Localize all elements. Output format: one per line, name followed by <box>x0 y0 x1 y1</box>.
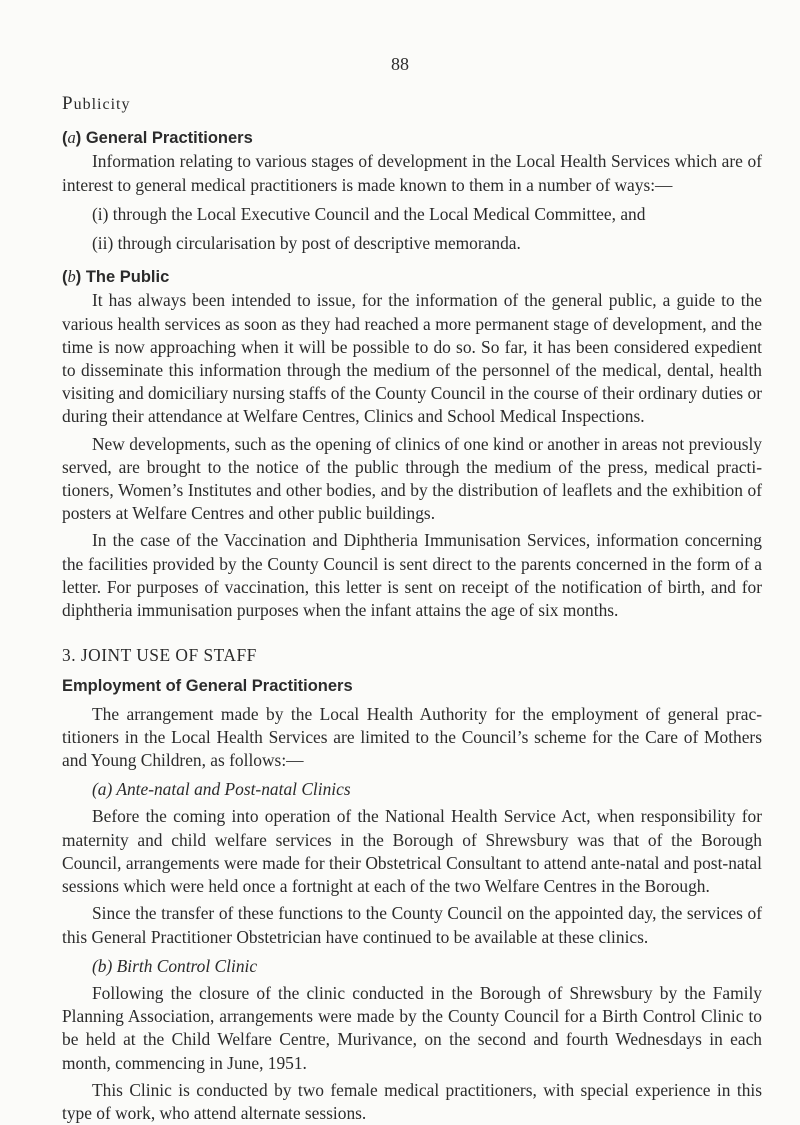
subsection-letter: b <box>97 955 107 976</box>
paragraph: Since the transfer of these functions to the County Council on the appointed day, the services of this General Practitioner Obstetrician have continued to be available at these clinics. <box>62 903 762 947</box>
page-content <box>62 92 762 1125</box>
subsection-heading-birth-control: (b) Birth Control Clinic <box>92 955 258 976</box>
subsection-heading-the-public: (b) The Public <box>62 267 170 287</box>
list-item: (ii) through circularisation by post of descriptive memoranda. <box>92 233 521 254</box>
subsection-letter: a <box>97 779 107 800</box>
paragraph: This Clinic is conducted by two female medical practitioners, with special experience in this type of work, who attend alternate sessions. <box>62 1079 762 1123</box>
subsection-letter: b <box>67 267 76 287</box>
list-item: (i) through the Local Executive Council and the Local Medical Committee, and <box>92 203 646 224</box>
section-heading-employment: Employment of General Practitioners <box>62 677 353 696</box>
paragraph: The arrangement made by the Local Health Authority for the employment of general prac-titioners in the Local Health Services are limited to the Council’s scheme for the Care of Mothers and Young Children, as follows:— <box>62 703 762 771</box>
paragraph: Before the coming into operation of the National Health Service Act, when responsibility for maternity and child welfare services in the Borough of Shrewsbury was that of the Borough Council, arrangements were made for their Obstetrical Consultant to attend ante-natal and post-natal sessions which were held once a fortnight at each of the two Welfare Centres in the Borough. <box>62 806 762 897</box>
paragraph: It has always been intended to issue, for the information of the general public, a guide to the various health services as soon as they had reached a more permanent stage of development, and the time is now approaching when it will be possible to do so. So far, it has been considered expedient to disseminate this information through the medium of the personnel of the medical, dental, health visiting and domiciliary nursing staffs of the County Council in the course of their ordinary duties or during their attendance at Welfare Centres, Clinics and School Medical Inspections. <box>62 290 763 427</box>
paragraph: New developments, such as the opening of clinics of one kind or another in areas not previously served, are brought to the notice of the public through the medium of the press, medical practi-tioners, Women’s Institutes and other bodies, and by the distribution of leaflets and the exhibition of posters at Welfare Centres and other public buildings. <box>62 433 762 524</box>
subsection-title: The Public <box>85 268 170 287</box>
subsection-heading-ante-natal: (a) Ante-natal and Post-natal Clinics <box>92 779 351 800</box>
subsection-letter: a <box>67 128 76 148</box>
page-number: 88 <box>391 54 409 74</box>
paragraph: In the case of the Vaccination and Diphtheria Immunisation Services, information concerning the facilities provided by the County Council is sent direct to the parents concerned in the form of a letter. For purposes of vaccination, this letter is sent on receipt of the notification of birth, and for diphtheria immunisation purposes when the infant attains the age of six months. <box>62 530 762 621</box>
section-title-joint-use-of-staff: 3. JOINT USE OF STAFF <box>62 645 257 666</box>
paragraph: Information relating to various stages of development in the Local Health Services which are of interest to general medical practitioners is made known to them in a number of ways:— <box>62 151 762 195</box>
subsection-title: Ante-natal and Post-natal Clinics <box>116 779 351 800</box>
section-title-publicity: Publicity <box>62 93 131 114</box>
subsection-title: General Practitioners <box>85 129 253 148</box>
subsection-title: Birth Control Clinic <box>116 955 258 976</box>
subsection-heading-general-practitioners: (a) General Practitioners <box>62 128 253 148</box>
paragraph: Following the closure of the clinic conducted in the Borough of Shrewsbury by the Family Planning Association, arrangements were made by the County Council for a Birth Control Clinic to be held at the Child Welfare Centre, Murivance, on the second and fourth Wednesdays in each month, commencing in June, 1951. <box>62 982 762 1073</box>
